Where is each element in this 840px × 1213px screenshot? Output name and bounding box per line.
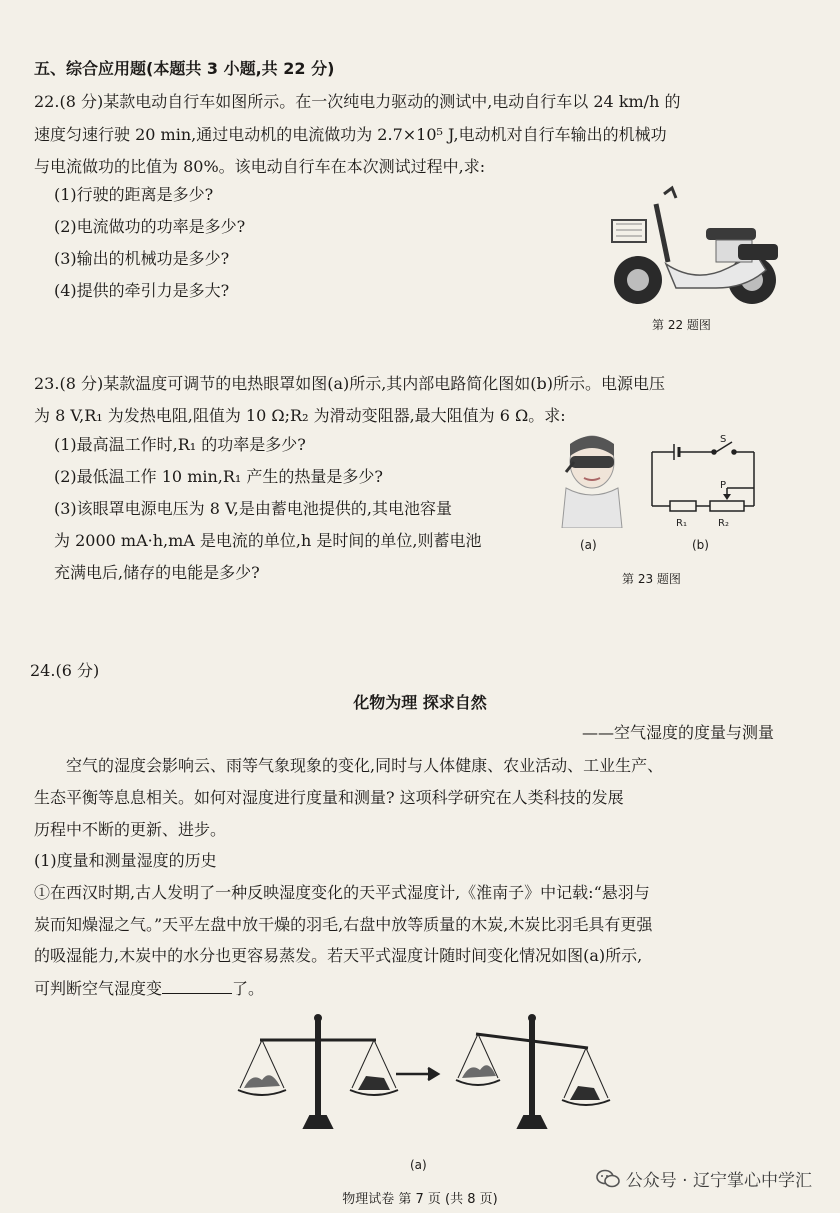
balance-scales-figure — [232, 1010, 612, 1140]
q22-sub-3: (3)输出的机械功是多少? — [54, 249, 230, 268]
q24-header: 24.(6 分) — [30, 661, 100, 680]
q23-sub-2: (2)最低温工作 10 min,R₁ 产生的热量是多少? — [54, 467, 384, 486]
arrow-icon — [396, 1068, 438, 1080]
q22-sub-1: (1)行驶的距离是多少? — [54, 185, 214, 204]
q24-item1-line-2: 炭而知燥湿之气。”天平左盘中放干燥的羽毛,右盘中放等质量的木炭,木炭比羽毛具有更强 — [34, 915, 653, 934]
q23-sub-3: (3)该眼罩电源电压为 8 V,是由蓄电池提供的,其电池容量 — [54, 499, 452, 518]
q22-line-2: 速度匀速行驶 20 min,通过电动机的电流做功为 2.7×10⁵ J,电动机对自行车输出的机械功 — [34, 125, 667, 144]
q23-sub-3-end: 充满电后,储存的电能是多少? — [54, 563, 260, 582]
q24-figure-label: (a) — [410, 1158, 427, 1172]
resistor-r1 — [670, 501, 696, 511]
q24-subtitle: ——空气湿度的度量与测量 — [581, 723, 774, 742]
balance-before — [238, 1015, 398, 1128]
q24-para-line-3: 历程中不断的更新、进步。 — [34, 820, 227, 839]
q24-para-line-2: 生态平衡等息息相关。如何对湿度进行度量和测量? 这项科学研究在人类科技的发展 — [34, 788, 624, 807]
section-header: 五、综合应用题(本题共 3 小题,共 22 分) — [34, 59, 335, 78]
feather-left — [244, 1075, 280, 1088]
page-footer: 物理试卷 第 7 页 (共 8 页) — [342, 1192, 498, 1207]
feather-left-after — [462, 1065, 496, 1078]
charcoal-right — [358, 1076, 390, 1090]
q23-sub-3-cont: 为 2000 mA·h,mA 是电流的单位,h 是时间的单位,则蓄电池 — [54, 531, 482, 550]
eye-mask-photo — [560, 432, 624, 528]
e-bike-illustration — [606, 184, 782, 310]
q24-item1-line-1: ①在西汉时期,古人发明了一种反映湿度变化的天平式湿度计,《淮南子》中记载:“悬羽与 — [34, 883, 650, 902]
q23-label-b: (b) — [692, 538, 709, 552]
q22-figure-caption: 第 22 题图 — [652, 318, 711, 332]
q24-para-line-1: 空气的湿度会影响云、雨等气象现象的变化,同时与人体健康、农业活动、工业生产、 — [66, 756, 664, 775]
resistor-r2 — [710, 501, 744, 511]
r2-label: R₂ — [718, 518, 729, 529]
q22-sub-2: (2)电流做功的功率是多少? — [54, 217, 246, 236]
q23-sub-1: (1)最高温工作时,R₁ 的功率是多少? — [54, 435, 306, 454]
watermark-text: 公众号 · 辽宁掌心中学汇 — [625, 1171, 812, 1191]
q24-item1-line-4 — [34, 977, 264, 1000]
q23-figure-caption: 第 23 题图 — [622, 572, 681, 586]
q24-item1-line-3: 的吸湿能力,木炭中的水分也更容易蒸发。若天平式湿度计随时间变化情况如图(a)所示, — [34, 946, 643, 965]
circuit-diagram — [640, 432, 770, 532]
q23-line-1: 23.(8 分)某款温度可调节的电热眼罩如图(a)所示,其内部电路简化图如(b)所示。电源电压 — [34, 374, 666, 393]
r1-label: R₁ — [676, 518, 687, 529]
q22-sub-4: (4)提供的牵引力是多大? — [54, 281, 230, 300]
wechat-icon — [596, 1169, 620, 1189]
q24-item1-last: 可判断空气湿度变 — [34, 979, 163, 998]
q22-line-1: 22.(8 分)某款电动自行车如图所示。在一次纯电力驱动的测试中,电动自行车以 24 km/h 的 — [34, 92, 681, 111]
q23-line-2: 为 8 V,R₁ 为发热电阻,阻值为 10 Ω;R₂ 为滑动变阻器,最大阻值为 6 Ω。求: — [34, 406, 566, 425]
charcoal-right-after — [570, 1086, 600, 1100]
q24-sub-1: (1)度量和测量湿度的历史 — [34, 851, 217, 870]
slider-label: P — [720, 480, 727, 491]
q22-line-3: 与电流做功的比值为 80%。该电动自行车在本次测试过程中,求: — [34, 157, 486, 176]
q24-item1-end: 了。 — [232, 979, 265, 998]
q24-title: 化物为理 探求自然 — [353, 693, 487, 712]
answer-blank[interactable] — [162, 977, 232, 994]
switch-label: S — [720, 434, 727, 445]
q23-label-a: (a) — [580, 538, 597, 552]
